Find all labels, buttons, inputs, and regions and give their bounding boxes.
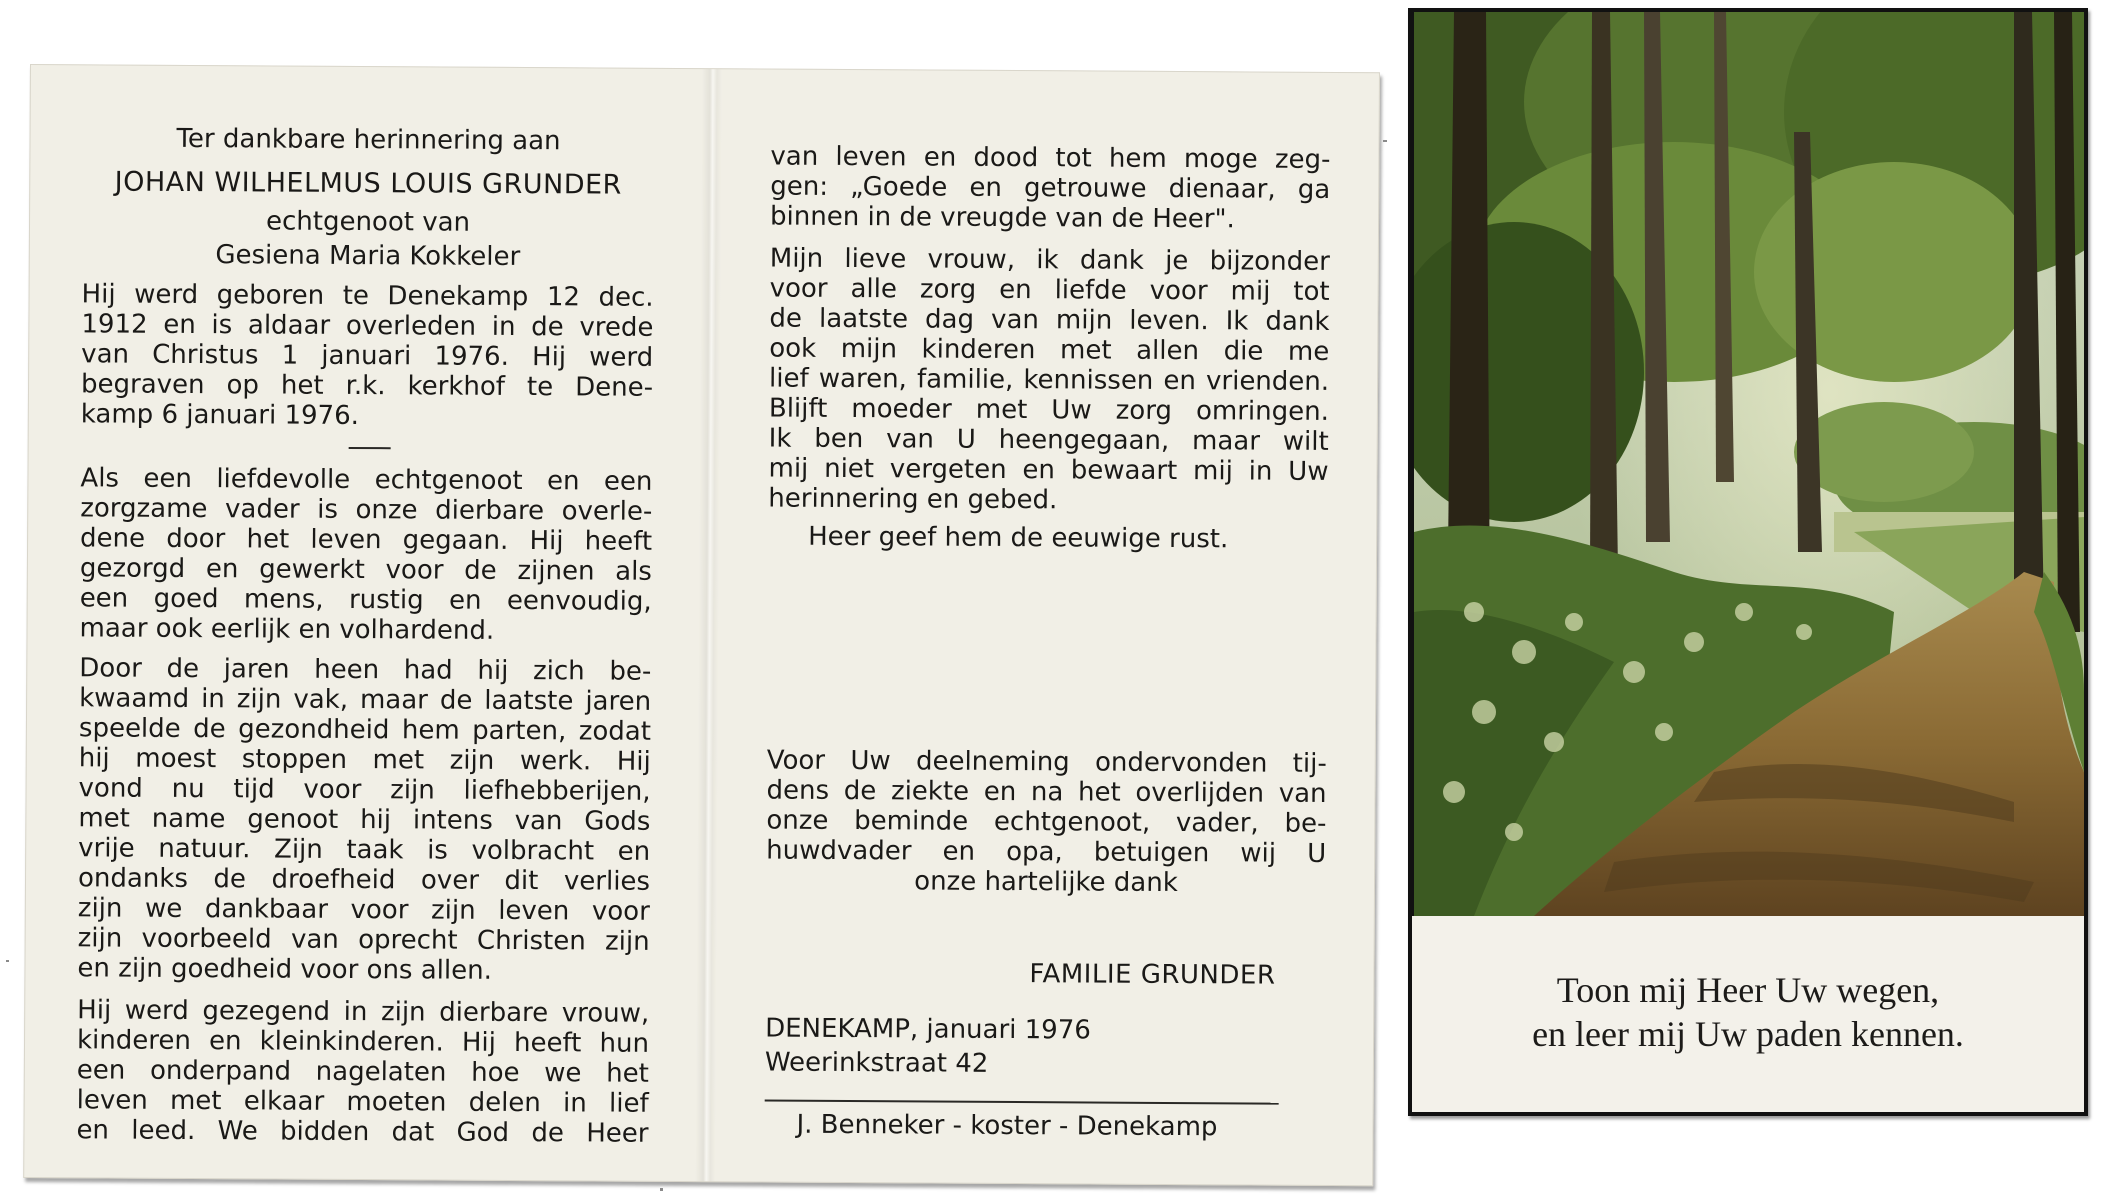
prayer-line: Heer geef hem de eeuwige rust. xyxy=(808,521,1229,555)
text-line: onze beminde echtgenoot, vader, be- xyxy=(766,805,1327,839)
text-line: 1912 en is aldaar overleden in de vrede xyxy=(81,309,654,343)
street-address: Weerinkstraat 42 xyxy=(764,1047,989,1079)
text-line: kwaamd in zijn vak, maar de laatste jaren xyxy=(79,683,652,717)
text-line: Mijn lieve vrouw, ik dank je bijzonder xyxy=(769,243,1330,277)
scan-speck xyxy=(1383,140,1387,142)
text-line: vond nu tijd voor zijn liefhebberijen, xyxy=(78,773,651,807)
birth-death-paragraph xyxy=(81,279,654,432)
text-line: ook mijn kinderen met allen die me xyxy=(769,333,1330,367)
text-line: onze hartelijke dank xyxy=(914,866,1178,899)
text-line: Hij werd geboren te Denekamp 12 dec. xyxy=(81,279,654,313)
text-line: leven met elkaar moeten delen in lief xyxy=(76,1085,649,1119)
text-line: Blijft moeder met Uw zorg omringen. xyxy=(768,393,1329,427)
text-line: dens de ziekte en na het overlijden van xyxy=(766,775,1327,809)
separator-rule xyxy=(349,447,391,449)
printer-rule xyxy=(765,1100,1279,1105)
farewell-paragraph xyxy=(768,244,1330,517)
text-line: een onderpand nagelaten hoe we het xyxy=(76,1055,649,1089)
text-line: en leed. We bidden dat God de Heer xyxy=(76,1115,649,1149)
text-line: voor alle zorg en liefde voor mij tot xyxy=(769,273,1330,307)
character-paragraph xyxy=(79,463,652,646)
verse-caption xyxy=(1412,916,2084,1112)
spouse-name: Gesiena Maria Kokkeler xyxy=(215,240,521,272)
text-line: en zijn goedheid voor ons allen. xyxy=(77,953,492,986)
scan-speck xyxy=(660,1188,663,1191)
text-line: binnen in de vreugde van de Heer". xyxy=(769,201,1235,235)
text-line: van leven en dood tot hem moge zeg- xyxy=(770,141,1331,175)
text-line: met name genoot hij intens van Gods xyxy=(78,803,651,837)
scan-speck xyxy=(6,960,9,962)
photo-card xyxy=(1408,8,2088,1116)
text-line: vrije natuur. Zijn taak is volbracht en xyxy=(78,833,651,867)
text-line: gezorgd en gewerkt voor de zijnen als xyxy=(79,553,653,587)
text-line: zijn voorbeeld van oprecht Christen zijn xyxy=(77,923,650,957)
text-line: herinnering en gebed. xyxy=(768,483,1058,516)
dedication-heading: Ter dankbare herinnering aan xyxy=(176,123,561,157)
family-signature: FAMILIE GRUNDER xyxy=(1029,959,1276,991)
relation-label: echtgenoot van xyxy=(265,206,471,238)
text-line: mij niet vergeten en bewaart mij in Uw xyxy=(768,453,1329,487)
card-fold xyxy=(695,69,722,1181)
text-line: Voor Uw deelneming ondervonden tij- xyxy=(766,745,1327,779)
text-line: Hij werd gezegend in zijn dierbare vrouw, xyxy=(77,995,650,1029)
memorial-card-spread xyxy=(23,64,1380,1186)
right-page xyxy=(764,70,1331,1185)
printer-credit: J. Benneker - koster - Denekamp xyxy=(796,1109,1218,1143)
caption-line: Toon mij Heer Uw wegen, xyxy=(1556,970,1940,1010)
text-line: zorgzame vader is onze dierbare overle- xyxy=(80,493,653,527)
left-page xyxy=(76,65,655,1180)
deceased-name: JOHAN WILHELMUS LOUIS GRUNDER xyxy=(114,166,622,201)
life-paragraph xyxy=(77,653,651,986)
forest-path-photo xyxy=(1414,12,2084,916)
text-line: huwdvader en opa, betuigen wij U xyxy=(766,835,1327,869)
place-date: DENEKAMP, januari 1976 xyxy=(765,1013,1091,1046)
caption-line: en leer mij Uw paden kennen. xyxy=(1532,1014,1964,1054)
thanks-paragraph xyxy=(766,746,1327,899)
text-line: hij moest stoppen met zijn werk. Hij xyxy=(78,743,651,777)
text-line: speelde de gezondheid hem parten, zodat xyxy=(78,713,652,747)
text-line: kinderen en kleinkinderen. Hij heeft hun xyxy=(76,1025,650,1059)
text-line: ondanks de droefheid over dit verlies xyxy=(77,863,651,897)
text-line: van Christus 1 januari 1976. Hij werd xyxy=(81,339,654,373)
text-line: lief waren, familie, kennissen en vrienden. xyxy=(769,363,1330,397)
text-line: de laatste dag van mijn leven. Ik dank xyxy=(769,303,1330,337)
text-line: Door de jaren heen had hij zich be- xyxy=(79,653,652,687)
legacy-paragraph xyxy=(76,995,649,1148)
blessing-paragraph xyxy=(770,142,1331,235)
text-line: Als een liefdevolle echtgenoot en een xyxy=(80,463,653,497)
text-line: gen: „Goede en getrouwe dienaar, ga xyxy=(770,171,1331,205)
text-line: kamp 6 januari 1976. xyxy=(80,399,360,432)
text-line: dene door het leven gegaan. Hij heeft xyxy=(80,523,653,557)
text-line: zijn we dankbaar voor zijn leven voor xyxy=(77,893,650,927)
text-line: maar ook eerlijk en volhardend. xyxy=(79,613,495,646)
text-line: Ik ben van U heengegaan, maar wilt xyxy=(768,423,1329,457)
text-line: begraven op het r.k. kerkhof te Dene- xyxy=(80,369,654,403)
text-line: een goed mens, rustig en eenvoudig, xyxy=(79,583,652,617)
